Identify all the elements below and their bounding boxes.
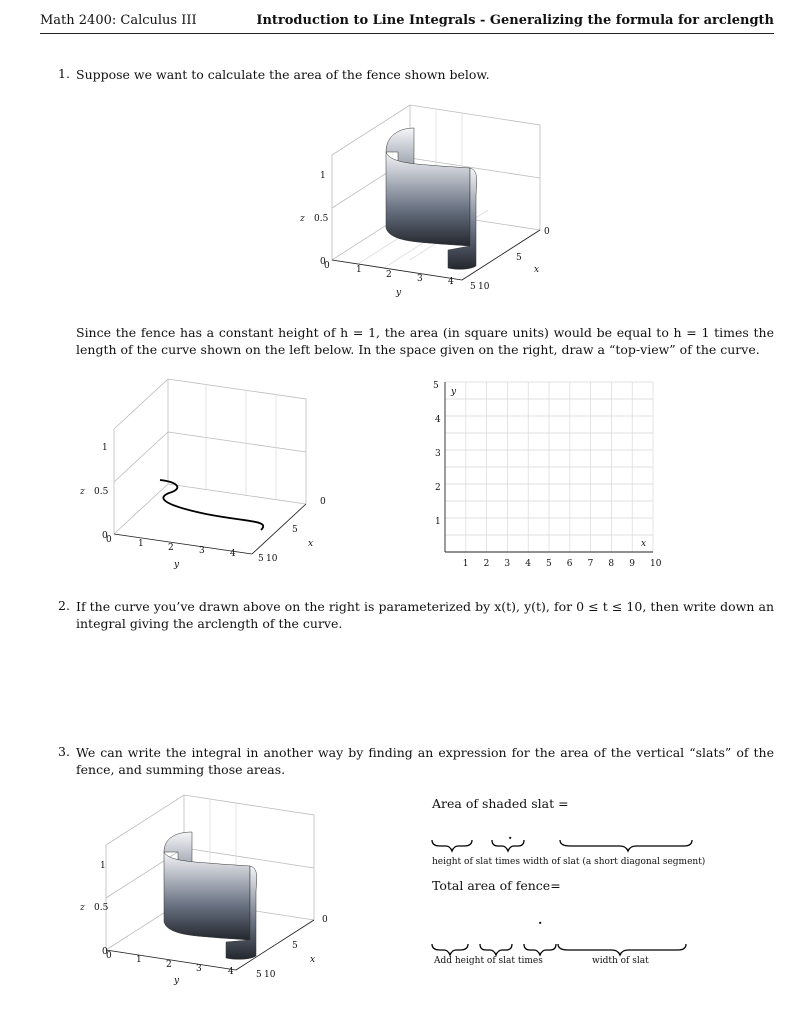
y-tick-5: 5 [258, 554, 264, 564]
tv-x-tick: 1 [462, 559, 469, 569]
tv-x-tick: 4 [525, 559, 531, 569]
q1-number: 1. [58, 66, 70, 81]
y-tick-0: 0 [106, 951, 112, 961]
tv-x-axis-label: x [641, 539, 647, 549]
tv-x-tick: 6 [566, 559, 573, 569]
y-axis-label: y [174, 560, 180, 570]
y-tick-0: 0 [106, 535, 112, 545]
z-axis-label: z [80, 487, 85, 497]
worksheet-title: Introduction to Line Integrals - Generalizing the formula for arclength [256, 13, 774, 28]
z-tick-0: 0 [102, 947, 108, 957]
tv-x-tick: 9 [629, 559, 635, 569]
y-tick-1: 1 [136, 955, 142, 965]
y-tick-2: 2 [386, 270, 392, 280]
tv-y-tick-5: 5 [433, 381, 439, 391]
z-tick-05: 0.5 [94, 903, 109, 913]
y-tick-5: 5 [256, 970, 262, 980]
fence-plot-2 [64, 790, 328, 990]
tv-x-tick: 7 [587, 559, 594, 569]
x-tick-10: 10 [266, 554, 278, 564]
q3-number: 3. [58, 744, 70, 759]
height-width-label: height of slat times width of slat (a short diagonal segment) [432, 857, 706, 867]
x-axis-label: x [308, 539, 314, 549]
top-view-grid [425, 374, 665, 574]
tv-x-ticks [463, 559, 662, 569]
x-tick-5: 5 [516, 253, 522, 263]
y-axis-label: y [174, 976, 180, 986]
page-header [40, 10, 774, 34]
y-tick-4: 4 [228, 967, 234, 977]
z-axis-label: z [300, 214, 305, 224]
q2-text: If the curve you’ve drawn above on the right is parameterized by x(t), y(t), for 0 ≤ t ≤ 10, then write down an integral giving the arclength of the curve. [76, 599, 774, 631]
y-tick-3: 3 [199, 546, 205, 556]
y-tick-1: 1 [138, 539, 144, 549]
y-tick-5: 5 [470, 282, 476, 292]
tv-x-tick: 8 [608, 559, 615, 569]
add-height-label: Add height of slat times [434, 956, 543, 966]
tv-x-tick: 5 [546, 559, 552, 569]
y-tick-4: 4 [448, 277, 454, 287]
x-tick-0: 0 [544, 227, 550, 237]
x-tick-0: 0 [322, 915, 328, 925]
z-tick-05: 0.5 [94, 487, 109, 497]
y-tick-1: 1 [356, 265, 362, 275]
z-tick-0: 0 [102, 531, 108, 541]
tv-x-tick: 10 [650, 559, 662, 569]
curve-path [160, 480, 263, 530]
q1-text: Suppose we want to calculate the area of the fence shown below. [76, 67, 490, 82]
q2-number: 2. [58, 598, 70, 613]
y-tick-3: 3 [196, 964, 202, 974]
dot-1: · [508, 830, 513, 845]
z-tick-0: 0 [320, 257, 326, 267]
tv-y-tick-3: 3 [435, 449, 441, 459]
y-tick-2: 2 [166, 960, 172, 970]
tv-x-tick: 3 [504, 559, 511, 569]
y-tick-4: 4 [230, 549, 236, 559]
z-tick-05: 0.5 [314, 214, 329, 224]
x-tick-5: 5 [292, 941, 298, 951]
grid-lines [445, 382, 653, 552]
y-tick-3: 3 [417, 274, 423, 284]
curve-plot [56, 374, 326, 574]
course-name: Math 2400: Calculus III [40, 13, 197, 28]
q3-text: We can write the integral in another way by finding an expression for the area of the vertical “slats” of the fence, and summing those areas. [76, 745, 774, 777]
z-tick-1: 1 [320, 171, 326, 181]
dot-2: · [538, 915, 543, 930]
z-axis-label: z [80, 903, 85, 913]
tv-y-axis-label: y [451, 387, 457, 397]
x-tick-10: 10 [478, 282, 490, 292]
x-tick-10: 10 [264, 970, 276, 980]
fence-surface-middle [386, 152, 470, 246]
tv-y-tick-1: 1 [435, 517, 441, 527]
tv-y-tick-2: 2 [435, 483, 441, 493]
z-tick-1: 1 [100, 861, 106, 871]
x-tick-0: 0 [320, 497, 326, 507]
tv-y-tick-4: 4 [435, 415, 441, 425]
area-of-slat-label: Area of shaded slat = [432, 796, 569, 811]
fence-plot-1 [290, 100, 550, 300]
q1-text-2: Since the fence has a constant height of h = 1, the area (in square units) would be equal to h = 1 times the length of the curve shown on the left below. In the space given on the right, draw a “top-view” of the curve. [76, 325, 774, 357]
x-tick-5: 5 [292, 525, 298, 535]
y-tick-2: 2 [168, 543, 174, 553]
x-axis-label: x [310, 955, 316, 965]
x-axis-label: x [534, 265, 540, 275]
y-axis-label: y [396, 288, 402, 298]
total-area-label: Total area of fence= [432, 878, 561, 893]
width-of-slat-label: width of slat [592, 956, 649, 966]
y-tick-0: 0 [324, 261, 330, 271]
tv-x-tick: 2 [483, 559, 490, 569]
z-tick-1: 1 [102, 443, 108, 453]
